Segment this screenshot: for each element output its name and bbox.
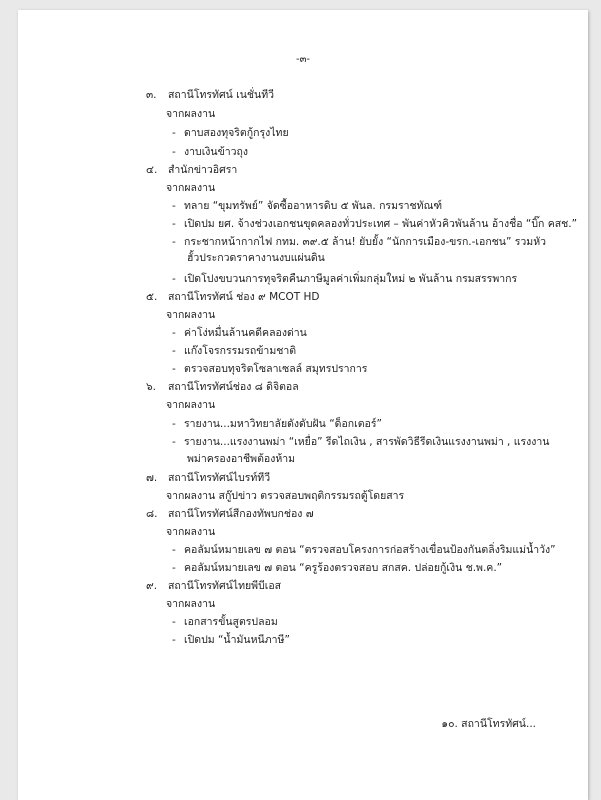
section-title: สถานีโทรทัศน์สีกองทัพบกช่อง ๗ xyxy=(168,508,314,520)
list-item-continuation: พม่าครองอาชีพต้องห้าม xyxy=(187,453,296,465)
section-heading xyxy=(146,88,274,102)
section-number: ๔. xyxy=(146,164,158,176)
list-item: - เอกสารขั้นสูตรปลอม xyxy=(172,616,278,628)
list-item: - เปิดปม “น้ำมันหนีภาษี” xyxy=(172,634,290,646)
page-number: -๓- xyxy=(295,54,311,65)
section-heading xyxy=(146,579,281,593)
list-item: - ค่าโง่หมื่นล้านคดีคลองด่าน xyxy=(172,327,307,339)
list-item: - ตรวจสอบทุจริตโซลาเซลล์ สมุทรปราการ xyxy=(172,363,368,375)
list-item: - กระชากหน้ากากไฟ กทม. ๓๙.๕ ล้าน! ยับยั้ง “นักการเมือง-ขรก.-เอกชน” รวมหัว xyxy=(172,236,547,248)
list-item: - รายงาน...แรงงานพม่า “เหยื่อ” รีดไถเงิน , สารพัดวิธีรีดเงินแรงงานพม่า , แรงงาน xyxy=(172,436,550,448)
section-heading xyxy=(146,290,319,304)
list-item: - แก๊งโจรกรรมรถข้ามชาติ xyxy=(172,345,297,357)
section-title: สถานีโทรทัศน์ไทยพีบีเอส xyxy=(168,580,282,592)
list-item: - ดาบสองทุจริตกู้กรุงไทย xyxy=(172,127,289,139)
section-heading xyxy=(146,163,237,177)
list-item: - คอลัมน์หมายเลข ๗ ตอน “ครูร้องตรวจสอบ สกสค. ปล่อยกู้เงิน ช.พ.ค.” xyxy=(172,562,503,574)
section-subheading: จากผลงาน xyxy=(166,399,216,411)
list-item: - ทลาย “ขุมทรัพย์” จัดซื้ออาหารดิบ ๕ พันล. กรมราชทัณฑ์ xyxy=(172,200,443,212)
section-title: สถานีโทรทัศน์ช่อง ๘ ดิจิตอล xyxy=(168,381,299,393)
list-item: - คอลัมน์หมายเลข ๗ ตอน “ตรวจสอบโครงการก่อสร้างเขื่อนป้องกันตลิ่งริมแม่น้ำวัง” xyxy=(172,544,556,556)
list-item: - เปิดปม ยศ. จ้างช่วงเอกชนขุดคลองทั่วประเทศ – พันค่าหัวคิวพันล้าน อ้างชื่อ “บิ๊ก คสช.” xyxy=(172,218,578,230)
section-number: ๓. xyxy=(146,89,157,101)
section-number: ๙. xyxy=(146,580,158,592)
section-subheading: จากผลงาน xyxy=(166,309,216,321)
list-item: - งาบเงินข้าวถุง xyxy=(172,146,249,158)
document-page xyxy=(18,10,588,800)
section-subheading: จากผลงาน xyxy=(166,182,216,194)
section-title: สำนักข่าวอิศรา xyxy=(168,164,238,176)
section-heading xyxy=(146,471,270,485)
section-number: ๗. xyxy=(146,472,158,484)
section-number: ๖. xyxy=(146,381,157,393)
section-subheading: จากผลงาน สกู๊ปข่าว ตรวจสอบพฤติกรรมรถตู้โดยสาร xyxy=(166,490,405,502)
section-number: ๕. xyxy=(146,291,158,303)
section-title: สถานีโทรทัศน์ไบรท์ทีวี xyxy=(168,472,271,484)
next-page-continuation: ๑๐. สถานีโทรทัศน์... xyxy=(441,718,536,730)
section-heading xyxy=(146,507,314,521)
section-subheading: จากผลงาน xyxy=(166,598,216,610)
list-item: - เปิดโปงขบวนการทุจริตคืนภาษีมูลค่าเพิ่มกลุ่มใหม่ ๒ พันล้าน กรมสรรพากร xyxy=(172,273,518,285)
section-title: สถานีโทรทัศน์ เนชั่นทีวี xyxy=(168,89,275,101)
section-title: สถานีโทรทัศน์ ช่อง ๙ MCOT HD xyxy=(168,291,320,303)
section-heading xyxy=(146,380,299,394)
list-item: - รายงาน...มหาวิทยาลัยดังดับฝัน “ด็อกเตอร์” xyxy=(172,418,382,430)
section-subheading: จากผลงาน xyxy=(166,108,216,120)
section-number: ๘. xyxy=(146,508,158,520)
list-item-continuation: ฮั้วประกวดราคางานงบแผ่นดิน xyxy=(187,252,325,264)
section-subheading: จากผลงาน xyxy=(166,526,216,538)
